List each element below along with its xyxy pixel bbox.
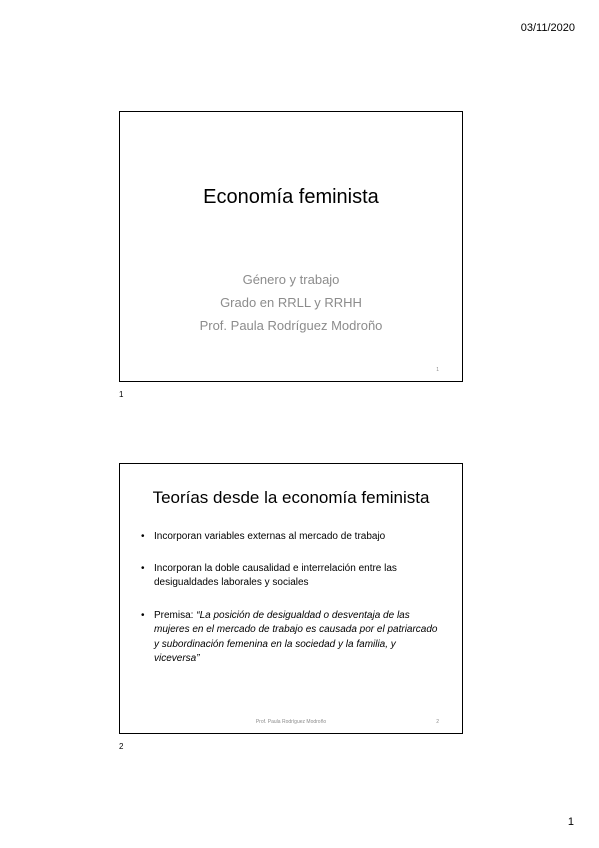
slide-2-title: Teorías desde la economía feminista <box>152 488 430 507</box>
slide-2-bullet-list <box>140 530 444 684</box>
page-number: 1 <box>567 816 574 828</box>
slide-1-title: Economía feminista <box>203 186 379 208</box>
bullet-icon: • <box>141 609 145 621</box>
premise-quote: “La posición de desigualdad o desventaja de las mujeres en el mercado de trabajo es causada por el patriarcado y subordinación femenina en la sociedad y la familia, y viceversa” <box>154 609 438 664</box>
bullet-icon: • <box>141 531 145 542</box>
slide-2-label: 2 <box>119 742 124 751</box>
page-date: 03/11/2020 <box>520 22 575 34</box>
bullet-item <box>140 530 444 545</box>
slide-1 <box>119 111 463 382</box>
slide-2-number: 2 <box>436 719 439 725</box>
subtitle-line-course: Género y trabajo <box>242 272 340 287</box>
bullet-icon: • <box>141 562 145 574</box>
slide-1-subtitle <box>120 268 462 337</box>
premise-label: Premisa: <box>154 609 197 621</box>
bullet-item-premise <box>140 609 444 667</box>
subtitle-line-degree: Grado en RRLL y RRHH <box>220 295 362 310</box>
bullet-text: Incorporan variables externas al mercado de trabajo <box>154 531 386 542</box>
bullet-item <box>140 562 444 591</box>
slide-1-label: 1 <box>119 390 124 399</box>
slide-1-number: 1 <box>436 367 439 373</box>
slide-2-footer-author: Prof. Paula Rodríguez Modroño <box>255 719 327 725</box>
bullet-text: Incorporan la doble causalidad e interrelación entre las desigualdades laborales y sociales <box>154 562 397 588</box>
slide-2 <box>119 463 463 734</box>
subtitle-line-professor: Prof. Paula Rodríguez Modroño <box>199 318 383 333</box>
